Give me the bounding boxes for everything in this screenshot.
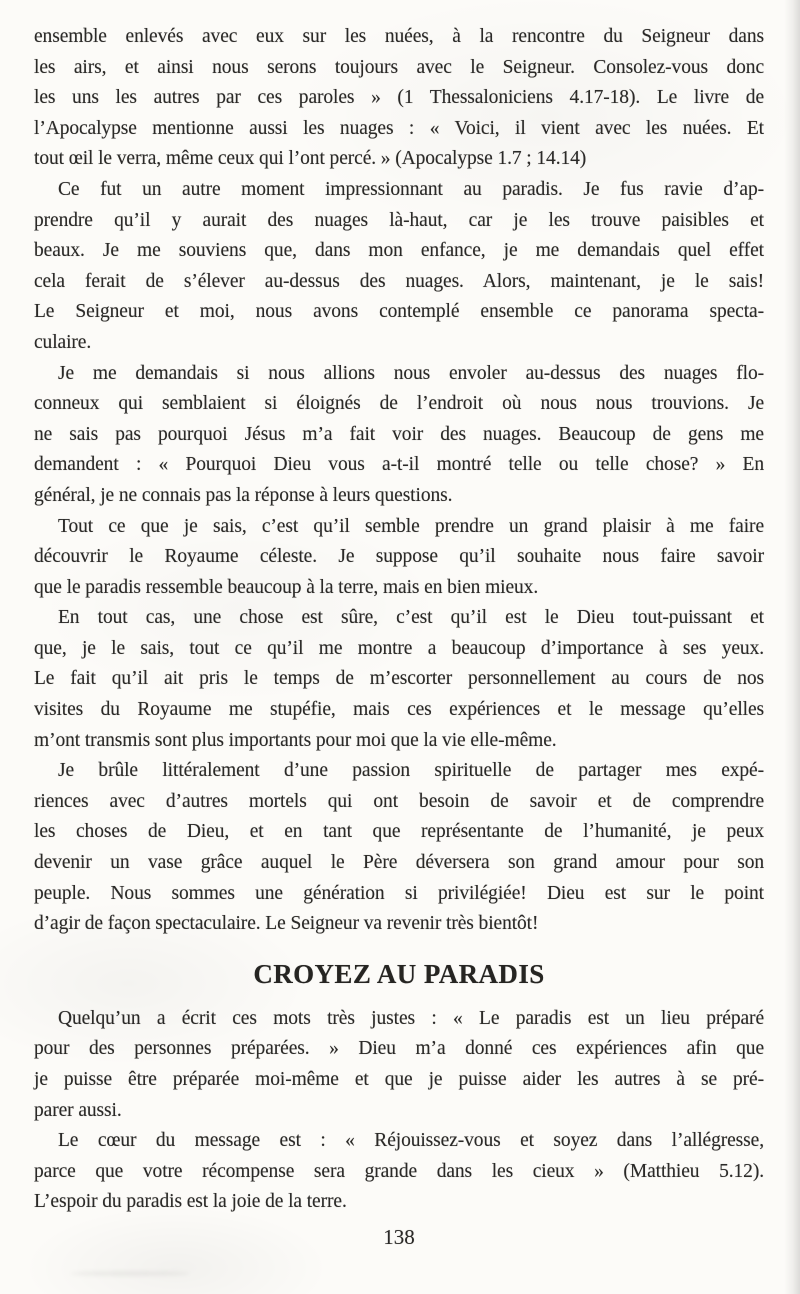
text-line: découvrir le Royaume céleste. Je suppose qu’il souhaite nous faire savoir: [34, 546, 764, 568]
text-line: demandent : « Pourquoi Dieu vous a-t-il montré telle ou telle chose? » En: [34, 454, 764, 476]
text-line: En tout cas, une chose est sûre, c’est qu’il est le Dieu tout-puissant et: [58, 607, 764, 629]
text-line: tout œil le verra, même ceux qui l’ont percé. » (Apocalypse 1.7 ; 14.14): [34, 148, 587, 170]
text-line: général, je ne connais pas la réponse à leurs questions.: [34, 484, 453, 506]
text-line: d’agir de façon spectaculaire. Le Seigneur va revenir très bientôt!: [34, 913, 539, 935]
text-line: Quelqu’un a écrit ces mots très justes : « Le paradis est un lieu préparé: [58, 1007, 764, 1029]
page-text-block: [34, 22, 764, 1252]
paragraph: [34, 22, 764, 175]
text-line: L’espoir du paradis est la joie de la terre.: [34, 1191, 347, 1213]
text-line: je puisse être préparée moi-même et que je puisse aider les autres à se pré-: [34, 1069, 764, 1090]
text-line: les choses de Dieu, et en tant que représentante de l’humanité, je peux: [34, 821, 764, 843]
text-line: pour des personnes préparées. » Dieu m’a donné ces expériences afin que: [34, 1038, 764, 1060]
text-line: conneux qui semblaient si éloignés de l’endroit où nous nous trouvions. Je: [34, 393, 764, 415]
text-line: Le Seigneur et moi, nous avons contemplé ensemble ce panorama specta-: [34, 301, 764, 323]
text-line: culaire.: [34, 331, 92, 353]
text-line: ensemble enlevés avec eux sur les nuées, à la rencontre du Seigneur dans: [34, 26, 764, 47]
text-line: Le cœur du message est : « Réjouissez-vous et soyez dans l’allégresse,: [58, 1130, 764, 1152]
text-line: Je me demandais si nous allions nous envoler au-dessus des nuages flo-: [58, 362, 764, 384]
text-line: riences avec d’autres mortels qui ont besoin de savoir et de comprendre: [34, 790, 764, 812]
scan-edge-shadow: [784, 0, 800, 1294]
text-line: visites du Royaume me stupéfie, mais ces expériences et le message qu’elles: [34, 699, 764, 721]
text-line: cela ferait de s’élever au-dessus des nuages. Alors, maintenant, je le sais!: [34, 270, 764, 292]
text-line: m’ont transmis sont plus importants pour moi que la vie elle-même.: [34, 729, 557, 751]
paragraph: [34, 359, 764, 512]
text-line: Ce fut un autre moment impressionnant au paradis. Je fus ravie d’ap-: [58, 178, 764, 200]
text-line: parer aussi.: [34, 1099, 122, 1121]
text-line: beaux. Je me souviens que, dans mon enfance, je me demandais quel effet: [34, 240, 764, 262]
text-line: Le fait qu’il ait pris le temps de m’escorter personnellement au cours de nos: [34, 668, 764, 690]
paragraph: [34, 603, 764, 756]
paragraph: [34, 1004, 764, 1126]
text-line: prendre qu’il y aurait des nuages là-haut, car je les trouve paisibles et: [34, 209, 764, 231]
text-line: Je brûle littéralement d’une passion spirituelle de partager mes expé-: [58, 760, 764, 782]
text-line: Tout ce que je sais, c’est qu’il semble prendre un grand plaisir à me faire: [58, 515, 764, 537]
text-line: les uns les autres par ces paroles » (1 Thessaloniciens 4.17-18). Le livre de: [34, 87, 764, 109]
text-line: devenir un vase grâce auquel le Père déversera son grand amour pour son: [34, 852, 764, 874]
text-line: peuple. Nous sommes une génération si privilégiée! Dieu est sur le point: [34, 882, 764, 904]
paragraph: [34, 175, 764, 359]
text-line: parce que votre récompense sera grande dans les cieux » (Matthieu 5.12).: [34, 1160, 764, 1182]
paragraph: [34, 756, 764, 940]
text-line: les airs, et ainsi nous serons toujours avec le Seigneur. Consolez-vous donc: [34, 56, 764, 78]
text-line: l’Apocalypse mentionne aussi les nuages : « Voici, il vient avec les nuées. Et: [34, 117, 764, 139]
paragraph: [34, 512, 764, 604]
paragraph: [34, 1126, 764, 1218]
page-number: 138: [383, 1224, 415, 1249]
text-line: que le paradis ressemble beaucoup à la terre, mais en bien mieux.: [34, 576, 539, 598]
section-heading: CROYEZ AU PARADIS: [253, 958, 545, 989]
text-line: ne sais pas pourquoi Jésus m’a fait voir des nuages. Beaucoup de gens me: [34, 423, 764, 445]
scan-smudge: [70, 1271, 190, 1276]
text-line: que, je le sais, tout ce qu’il me montre a beaucoup d’importance à ses yeux.: [34, 637, 764, 659]
